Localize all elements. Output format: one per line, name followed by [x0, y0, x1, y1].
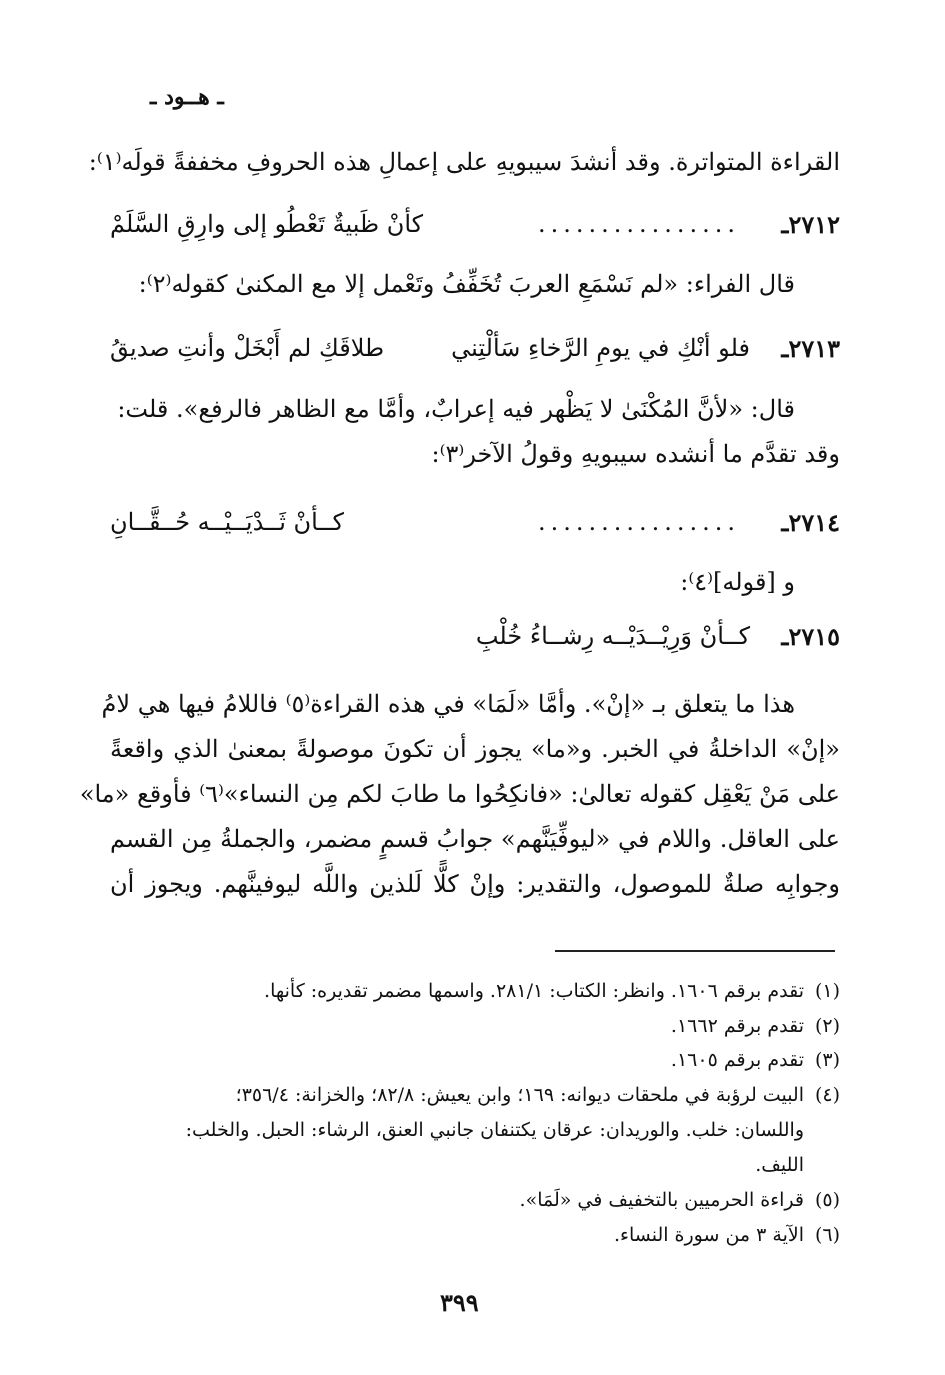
- verse-number: ٢٧١٢ـ: [781, 210, 840, 239]
- footnote-text: تقدم برقم ١٦٠٦. وانظر: الكتاب: ٢٨١/١. واسمها مضمر تقديره: كأنها.: [264, 980, 804, 1002]
- footnote-mark: (٦): [814, 1224, 840, 1246]
- verse-hemistich: كأنْ ظَبيةٌ تَعْطُو إلى وارِقِ السَّلَمْ: [110, 210, 424, 238]
- verse-number: ٢٧١٥ـ: [781, 622, 840, 651]
- verse-number: ٢٧١٣ـ: [781, 334, 840, 363]
- text-line-2: قال الفراء: «لم نَسْمَعِ العربَ تُخَفِّفُ وتَعْمل إلا مع المكنىٰ كقوله⁽٢⁾:: [138, 270, 795, 298]
- verse-dots: ................: [537, 210, 740, 238]
- footnote-text: الليف.: [755, 1154, 804, 1176]
- text-line-5: و [قوله]⁽٤⁾:: [680, 568, 795, 596]
- paragraph-line-4: على العاقل. واللام في «ليوفِّيَنَّهم» جوابُ قسمٍ مضمر، والجملةُ مِن القسم: [110, 825, 840, 853]
- paragraph-line-2: «إنْ» الداخلةُ في الخبر. و«ما» يجوز أن تكونَ موصولةً بمعنىٰ الذي واقعةً: [110, 735, 840, 763]
- text-line-4: وقد تقدَّم ما أنشده سيبويهِ وقولُ الآخر⁽٣⁾:: [431, 440, 840, 468]
- footnote-text: تقدم برقم ١٦٠٥.: [670, 1049, 804, 1071]
- verse-number: ٢٧١٤ـ: [781, 508, 840, 537]
- footnote-divider: [555, 950, 835, 952]
- footnote-mark: (٣): [814, 1049, 840, 1071]
- paragraph-line-3: على مَنْ يَعْقِل كقوله تعالىٰ: «فانكِحُوا ما طابَ لكم مِن النساء»⁽٦⁾ فأوقع «ما»: [79, 780, 840, 808]
- page-number: ٣٩٩: [440, 1288, 479, 1317]
- footnote-mark: (٥): [814, 1189, 840, 1211]
- verse-hemistich: كــأنْ ثَــدْيَــيْــه حُــقَّــانِ: [110, 508, 344, 536]
- text-line-1: القراءة المتواترة. وقد أنشدَ سيبويهِ على إعمالِ هذه الحروفِ مخففةً قولَه⁽١⁾:: [88, 148, 840, 176]
- text-line-3: قال: «لأنَّ المُكْنَىٰ لا يَظْهر فيه إعرابٌ، وأمَّا مع الظاهر فالرفع». قلت:: [117, 395, 795, 423]
- footnote-mark: (٤): [814, 1084, 840, 1106]
- verse-first-hemistich: فلو أنْكِ في يومِ الرَّخاءِ سَألْتِني: [451, 334, 750, 362]
- footnote-text: واللسان: خلب. والوريدان: عرقان يكتنفان جانبي العنق، الرشاء: الحبل. والخلب:: [185, 1119, 804, 1141]
- footnote-mark: (١): [814, 980, 840, 1002]
- footnote-text: تقدم برقم ١٦٦٢.: [670, 1015, 804, 1037]
- footnote-mark: (٢): [814, 1015, 840, 1037]
- running-header: ـ هــود ـ: [150, 84, 224, 110]
- paragraph-line-5: وجوابِه صلةٌ للموصول، والتقدير: وإنْ كلًّا لَلذين واللَّه ليوفينَّهم. ويجوز أن: [110, 870, 840, 898]
- verse-hemistich: كــأنْ وَرِيْــدَيْــه رِشــاءُ خُلْبِ: [475, 622, 750, 650]
- paragraph-line-1: هذا ما يتعلق بـ «إنْ». وأمَّا «لَمَا» في هذه القراءة⁽٥⁾ فاللامُ فيها هي لامُ: [101, 690, 795, 718]
- verse-second-hemistich: طلاقَكِ لم أَبْخَلْ وأنتِ صديقُ: [110, 334, 385, 362]
- footnote-text: البيت لرؤبة في ملحقات ديوانه: ١٦٩؛ وابن يعيش: ٨٢/٨؛ والخزانة: ٣٥٦/٤؛: [235, 1084, 804, 1106]
- verse-dots: ................: [537, 508, 740, 536]
- footnote-text: الآية ٣ من سورة النساء.: [614, 1224, 804, 1246]
- footnote-text: قراءة الحرميين بالتخفيف في «لَمَا».: [519, 1189, 804, 1211]
